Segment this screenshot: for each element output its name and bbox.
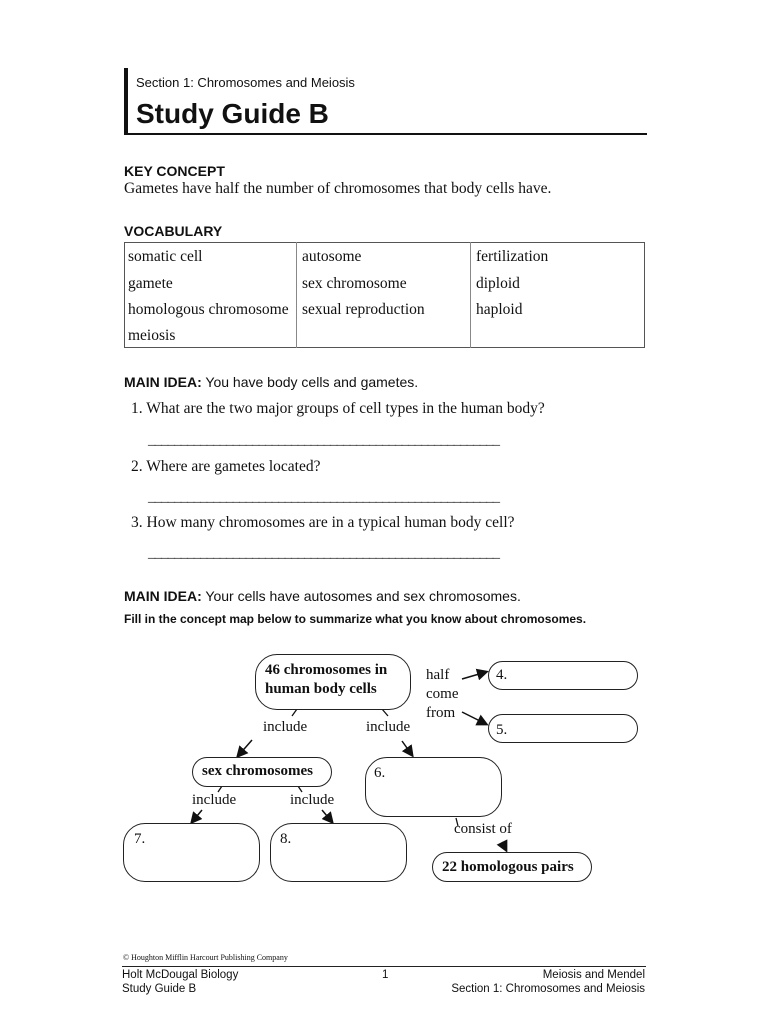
vocab-term: haploid [476,301,523,318]
consist-of-label: consist of [454,821,512,837]
footer-section-title: Section 1: Chromosomes and Meiosis [451,983,645,995]
vocab-term: autosome [302,248,362,265]
arrow-to-homologous-pairs [502,842,506,850]
concept-box-text: human body cells [265,681,377,697]
main-idea-label: MAIN IDEA: [124,374,202,390]
answer-box-5[interactable] [488,714,638,743]
question-1: 1. What are the two major groups of cell types in the human body? [131,400,545,417]
include-label: include [192,792,237,808]
footer-chapter-title: Meiosis and Mendel [542,969,645,981]
answer-box-number: 8. [280,831,292,847]
key-concept-heading: KEY CONCEPT [124,163,225,179]
copyright-notice: © Houghton Mifflin Harcourt Publishing Company [123,953,288,962]
arrow-to-box-8 [322,810,332,822]
footer-book-title: Holt McDougal Biology [122,969,239,981]
concept-box-text: 22 homologous pairs [442,859,574,875]
answer-line-3[interactable]: ______________________________________________________ [148,545,499,561]
concept-box-text: sex chromosomes [202,763,313,779]
connector-tick [382,709,388,716]
answer-box-6[interactable] [365,757,502,817]
vocab-term: meiosis [128,327,176,344]
vocab-term: fertilization [476,248,549,265]
question-2: 2. Where are gametes located? [131,458,321,475]
vocab-term: sexual reproduction [302,301,425,318]
vocabulary-heading: VOCABULARY [124,223,223,239]
vocab-term: diploid [476,275,520,292]
main-idea-text: You have body cells and gametes. [205,374,419,390]
key-concept-text: Gametes have half the number of chromosomes that body cells have. [124,180,552,197]
arrow-to-box-6 [402,741,412,755]
page-title: Study Guide B [136,98,329,129]
question-3: 3. How many chromosomes are in a typical human body cell? [131,514,515,531]
from-label: from [426,705,456,721]
half-label: half [426,667,450,683]
come-label: come [426,686,459,702]
answer-box-number: 6. [374,765,386,781]
answer-box-number: 5. [496,722,508,738]
include-label: include [290,792,335,808]
answer-box-4[interactable] [488,661,638,690]
include-label: include [263,719,308,735]
vocab-term: gamete [128,275,173,292]
vocab-term: homologous chromosome [128,301,289,318]
arrow-to-box-5 [462,712,486,724]
include-label: include [366,719,411,735]
arrow-to-box-7 [192,810,202,822]
concept-box-text: 46 chromosomes in [265,662,388,678]
vocab-term: somatic cell [128,248,203,265]
page-number: 1 [382,969,389,981]
vocab-term: sex chromosome [302,275,407,292]
answer-line-2[interactable]: ______________________________________________________ [148,489,499,505]
answer-box-number: 4. [496,667,508,683]
section-label: Section 1: Chromosomes and Meiosis [136,75,355,90]
footer-divider [122,966,646,967]
concept-map-instruction: Fill in the concept map below to summarize what you know about chromosomes. [124,612,587,626]
main-idea-text: Your cells have autosomes and sex chromosomes. [205,588,521,604]
arrow-to-box-4 [462,672,486,679]
main-idea-label: MAIN IDEA: [124,588,202,604]
footer-guide-name: Study Guide B [122,983,197,995]
answer-line-1[interactable]: ______________________________________________________ [148,432,499,448]
answer-box-number: 7. [134,831,146,847]
arrow-to-sex-chromosomes [238,740,252,756]
connector-tick [292,709,297,716]
